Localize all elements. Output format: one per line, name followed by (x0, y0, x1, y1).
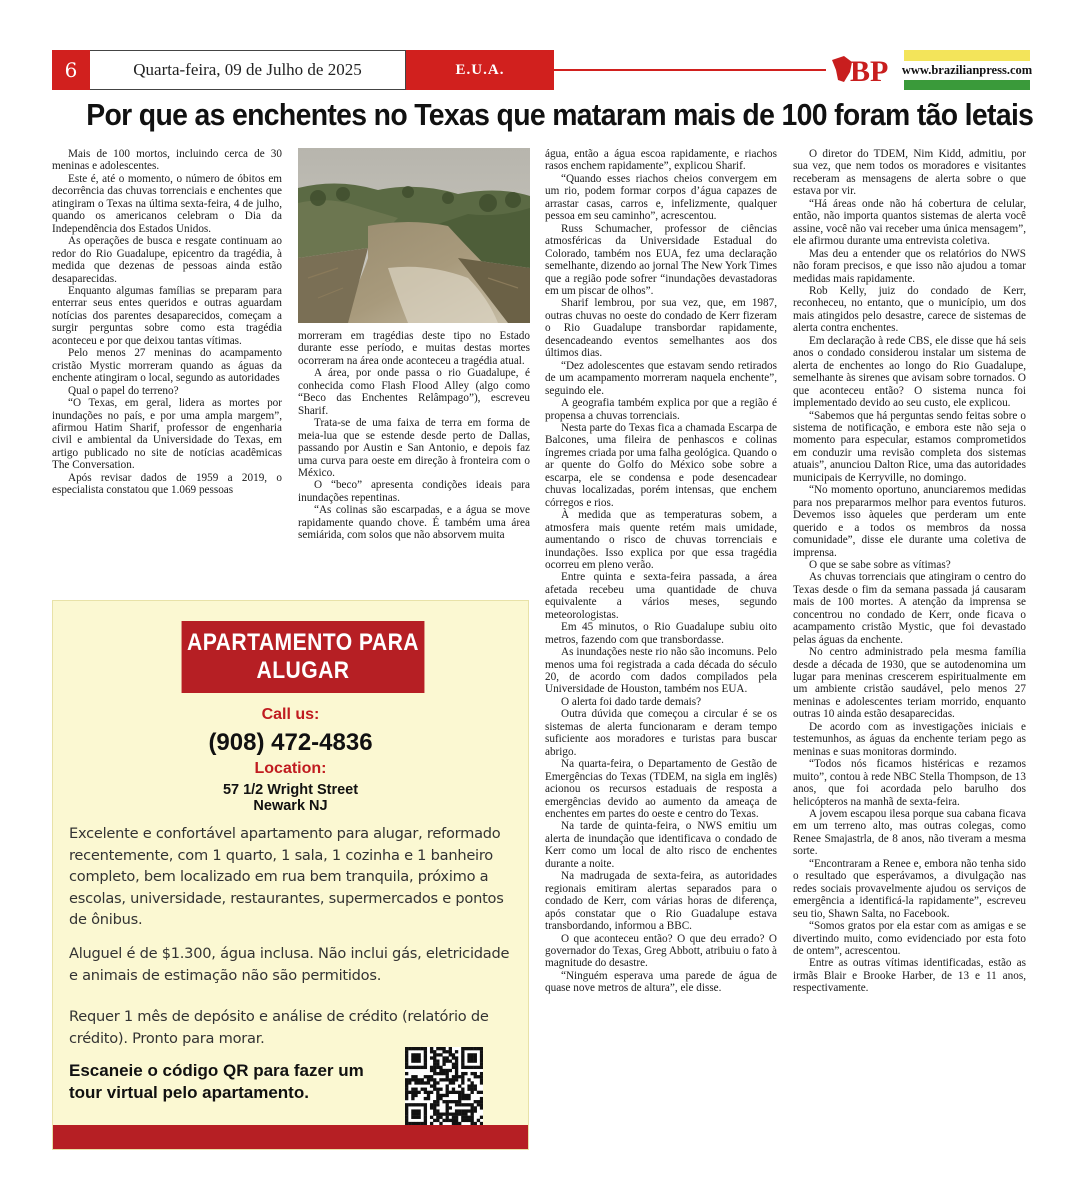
ad-location-label: Location: (254, 760, 327, 777)
website-url[interactable] (901, 50, 1033, 90)
article-paragraph: Russ Schumacher, professor de ciências atmosféricas da Universidade Estadual do Colorado, também nos EUA, fez uma declaração semelhante, dizendo ao jornal The New York Times que a região pode sofrer “inundações devastadoras em um piscar de olhos”. (545, 222, 777, 297)
article-paragraph: Outra dúvida que começou a circular é se os sistemas de alerta funcionaram e deram tempo suficiente aos moradores e turistas para buscar abrigo. (545, 708, 777, 758)
article-subheading: Qual o papel do terreno? (68, 384, 179, 397)
article-paragraph: Após revisar dados de 1959 a 2019, o especialista constatou que 1.069 pessoas (52, 471, 282, 497)
article-paragraph: Sharif lembrou, por sua vez, que, em 1987, outras chuvas no oeste do condado de Kerr fizeram o Rio Guadalupe transbordar rapidamente, desencadeando eventos semelhantes aos dos últimos dias. (545, 297, 777, 360)
article-paragraph: A jovem escapou ilesa porque sua cabana ficava em um terreno alto, mas outras colegas, como Renee Smajastrla, de 8 anos, não tiveram a mesma sorte. (793, 808, 1026, 858)
ad-phone-number[interactable]: (908) 472-4836 (208, 729, 373, 756)
ad-qr-instructions: Escaneie o código QR para fazer um tour virtual pelo apartamento. (69, 1061, 364, 1102)
article-paragraph: Pelo menos 27 meninas do acampamento cristão Mystic morreram quando as águas da enchente atingiram o local, segundo as autoridades (52, 347, 282, 385)
article-paragraph: morreram em tragédias deste tipo no Estado durante esse período, e muitas destas mortes ocorreram na área onde aconteceu a tragédia atual. (298, 330, 530, 367)
article-paragraph: Este é, até o momento, o número de óbitos em decorrência das chuvas torrenciais e enchentes que atingiram o Texas na última sexta-feira, 4 de julho, quando os americanos celebram o Dia da Independência dos Estados Unidos. (52, 172, 282, 235)
article-paragraph: “Há áreas onde não há cobertura de celular, então, não importa quantos sistemas de alerta você assine, você não vai receber uma única mensagem”, ele afirmou durante uma entrevista coletiva. (793, 197, 1026, 248)
article-paragraph: “Somos gratos por ela estar com as amigas e se divertindo muito, como evidenciado por esta foto de ontem”, acrescentou. (793, 920, 1026, 957)
page-header (52, 50, 1033, 90)
apartment-rental-ad (52, 600, 529, 1150)
page-number: 6 (52, 50, 90, 90)
article-paragraph: Trata-se de uma faixa de terra em forma de meia-lua que se estende desde perto de Dallas, passando por Austin e San Antonio, e depois faz uma curva para oeste em direção à fronteira com o México. (298, 417, 530, 479)
article-paragraph: As chuvas torrenciais que atingiram o centro do Texas desde o fim da semana passada já causaram mais de 100 mortes. A atenção da imprensa se concentrou no condado de Kerr, onde ficava o acampamento cristão Mystic, que foi devastado pelas águas da enchente. (793, 571, 1026, 646)
brazilian-press-logo (826, 50, 904, 90)
article-column-1 (52, 148, 282, 580)
ad-rent-terms: Aluguel é de $1.300, água inclusa. Não inclui gás, eletricidade e animais de estimação não são permitidos. (69, 945, 510, 984)
ad-description: Excelente e confortável apartamento para alugar, reformado recentemente, com 1 quarto, 1 sala, 1 cozinha e 1 banheiro completo, bem localizado em rua bem tranquila, próximo a escolas, universidade, restaurantes, supermercados e pontos de ônibus. (69, 825, 504, 928)
article-paragraph: “Dez adolescentes que estavam sendo retirados de um acampamento morreram naquela enchente”, seguindo ele. (545, 359, 777, 397)
article-paragraph: Na madrugada de sexta-feira, as autoridades regionais emitiram alertas separados para o condado de Kerr, com várias horas de diferença, após constatar que o Rio Guadalupe estava transbordando, informou a BBC. (545, 870, 777, 933)
article-paragraph: A geografia também explica por que a região é propensa a chuvas torrenciais. (545, 397, 777, 422)
article-paragraph: “As colinas são escarpadas, e a água se move rapidamente quando chove. É também uma área semiárida, com solos que não absorvem muita (298, 504, 530, 542)
article-paragraph: À medida que as temperaturas sobem, a atmosfera mais quente retém mais umidade, aumentando o risco de chuvas torrenciais e inundações. Isso explica por que essa tragédia ocorreu em pleno verão. (545, 509, 777, 571)
article-paragraph: O “beco” apresenta condições ideais para inundações repentinas. (298, 479, 530, 504)
article-paragraph: Rob Kelly, juiz do condado de Kerr, reconheceu, no entanto, que o município, um dos mais atingidos pelo desastre, carece de sistemas de alerta contra enchentes. (793, 284, 1026, 335)
article-paragraph: O que aconteceu então? O que deu errado? O governador do Texas, Greg Abbott, atribuiu o fato à magnitude do desastre. (545, 932, 777, 970)
article-paragraph: “Todos nós ficamos histéricas e rezamos muito”, contou à rede NBC Stella Thompson, de 13 anos, que foi acordada pelo barulho dos helicópteros na manhã de sexta-feira. (793, 758, 1026, 808)
article-paragraph: De acordo com as investigações iniciais e testemunhos, as águas da enchente teriam pego as meninas e suas monitoras dormindo. (793, 720, 1026, 758)
article-column-3 (545, 148, 777, 1152)
article-paragraph: Mais de 100 mortos, incluindo cerca de 30 meninas e adolescentes. (52, 148, 282, 173)
article-paragraph: As operações de busca e resgate continuam ao redor do Rio Guadalupe, epicentro da tragédia, à medida que dezenas de pessoas ainda estão desaparecidas. (52, 235, 282, 285)
article-paragraph: “Encontraram a Renee e, embora não tenha sido o resultado que esperávamos, a divulgação nas redes sociais provavelmente ajudou os serviços de emergência a identificá-la rapidamente”, escreveu seu tio, Shawn Salta, no Facebook. (793, 857, 1026, 920)
website-url-text: www.brazilianpress.com (898, 61, 1036, 80)
header-divider (554, 69, 826, 71)
section-label: E.U.A. (406, 50, 554, 90)
article-paragraph: “Sabemos que há perguntas sendo feitas sobre o sistema de notificação, e embora este não seja o momento para especular, estamos comprometidos em conduzir uma revisão completa dos sistemas atuais”, anunciou Dalton Rice, uma das autoridades municipais de Kerryville, no domingo. (793, 409, 1026, 484)
ad-address (53, 782, 528, 814)
article-paragraph: Em declaração à rede CBS, ele disse que há seis anos o condado considerou instalar um sistema de alerta de enchentes ao longo do Rio Guadalupe, semelhante às sirenes que avisam sobre tornados. O que aconteceu então? O sistema nunca foi implementado devido ao seu custo, ele explicou. (793, 334, 1026, 410)
article-paragraph: Entre quinta e sexta-feira passada, a área afetada recebeu uma quantidade de chuva equivalente a vários meses, segundo meteorologistas. (545, 571, 777, 621)
ad-call-label: Call us: (261, 706, 320, 723)
article-paragraph: O diretor do TDEM, Nim Kidd, admitiu, por sua vez, que nem todos os moradores e visitantes receberam as mensagens de alerta sobre o que estava por vir. (793, 148, 1026, 198)
issue-date: Quarta-feira, 09 de Julho de 2025 (90, 50, 406, 90)
ad-banner-title: APARTAMENTO PARA ALUGAR (182, 621, 425, 693)
article-paragraph: “Quando esses riachos cheios convergem em um rio, podem formar corpos d’água capazes de arrastar casas, carros e, infelizmente, qualquer pessoa em seu caminho”, acrescentou. (545, 172, 777, 223)
article-column-4 (793, 148, 1026, 1152)
article-paragraph: No centro administrado pela mesma família desde a década de 1930, que se autodenomina um lugar para meninas crescerem espiritualmente em um ambiente cristão saudável, pelo menos 27 meninas e adolescentes teriam morrido, enquanto outras 10 ainda estão desaparecidas. (793, 646, 1026, 721)
article-paragraph: Enquanto algumas famílias se preparam para enterrar seus entes queridos e outras aguardam notícias dos parentes desaparecidos, começam a surgir perguntas sobre como esta tragédia aconteceu e por que deixou tantas vítimas. (52, 284, 282, 347)
article-paragraph: água, então a água escoa rapidamente, e riachos rasos enchem rapidamente”, explicou Sharif. (545, 148, 777, 173)
article-paragraph: Na tarde de quinta-feira, o NWS emitiu um alerta de inundação que identificava o condado de Kerr como um local de alto risco de enchentes durante a noite. (545, 820, 777, 870)
article-subheading: O alerta foi dado tarde demais? (561, 695, 702, 708)
article-paragraph: Entre as outras vítimas identificadas, estão as irmãs Blair e Brooke Harber, de 13 e 11 anos, respectivamente. (793, 957, 1026, 995)
ad-address-line-1: 57 1/2 Wright Street (222, 782, 359, 798)
article-paragraph: Em 45 minutos, o Rio Guadalupe subiu oito metros, fazendo com que transbordasse. (545, 621, 777, 646)
logo-lettering: BP (850, 55, 889, 88)
flooded-river-photo (298, 148, 530, 323)
article-paragraph: A área, por onde passa o rio Guadalupe, é conhecida como Flash Flood Alley (algo como “Beco das Enchentes Relâmpago”), escreveu Sharif. (298, 367, 530, 417)
article-paragraph: “O Texas, em geral, lidera as mortes por inundações no país, e por uma ampla margem”, afirmou Hatim Sharif, professor de engenharia civil e ambiental da Universidade do Texas, em artigo publicado no site de notícias acadêmicas The Conversation. (52, 397, 282, 472)
article-paragraph: Nesta parte do Texas fica a chamada Escarpa de Balcones, uma fileira de penhascos e colinas íngremes criada por uma falha geológica. Quando o ar quente do Golfo do México sobe sobre a escarpa, ele se condensa e pode desencadear chuvas localizadas, porém intensas, que enchem córregos e rios. (545, 421, 777, 509)
article-subheading: O que se sabe sobre as vítimas? (809, 558, 951, 571)
article-paragraph: “No momento oportuno, anunciaremos medidas para nos prepararmos melhor para eventos futuros. Devemos isso àqueles que perderam um ente querido e a todos os membros da nossa comunidade”, disse ele durante uma coletiva de imprensa. (793, 484, 1026, 559)
qr-code-icon[interactable] (405, 1047, 483, 1125)
article-headline: Por que as enchentes no Texas que mataram mais de 100 foram tão letais (86, 98, 1034, 132)
ad-address-line-2: Newark NJ (253, 798, 328, 814)
article-paragraph: “Ninguém esperava uma parede de água de quase nove metros de altura”, ele disse. (545, 969, 777, 995)
article-column-2 (298, 330, 530, 582)
article-paragraph: As inundações neste rio não são incomuns. Pelo menos uma foi registrada a cada década do século 20, de acordo com dados compilados pela Universidade de Houston, também nos EUA. (545, 646, 777, 696)
article-paragraph: Mas deu a entender que os relatórios do NWS não foram precisos, e que isso não ajudou a tomar medidas mais rapidamente. (793, 247, 1026, 285)
ad-deposit-terms: Requer 1 mês de depósito e análise de crédito (relatório de crédito). Pronto para morar. (69, 1008, 489, 1047)
ad-footer-bar (53, 1125, 528, 1149)
article-paragraph: Na quarta-feira, o Departamento de Gestão de Emergências do Texas (TDEM, na sigla em inglês) acionou os recursos estaduais de resposta a emergências devido ao aumento da ameaça de enchentes em partes do oeste e centro do Texas. (545, 758, 777, 821)
